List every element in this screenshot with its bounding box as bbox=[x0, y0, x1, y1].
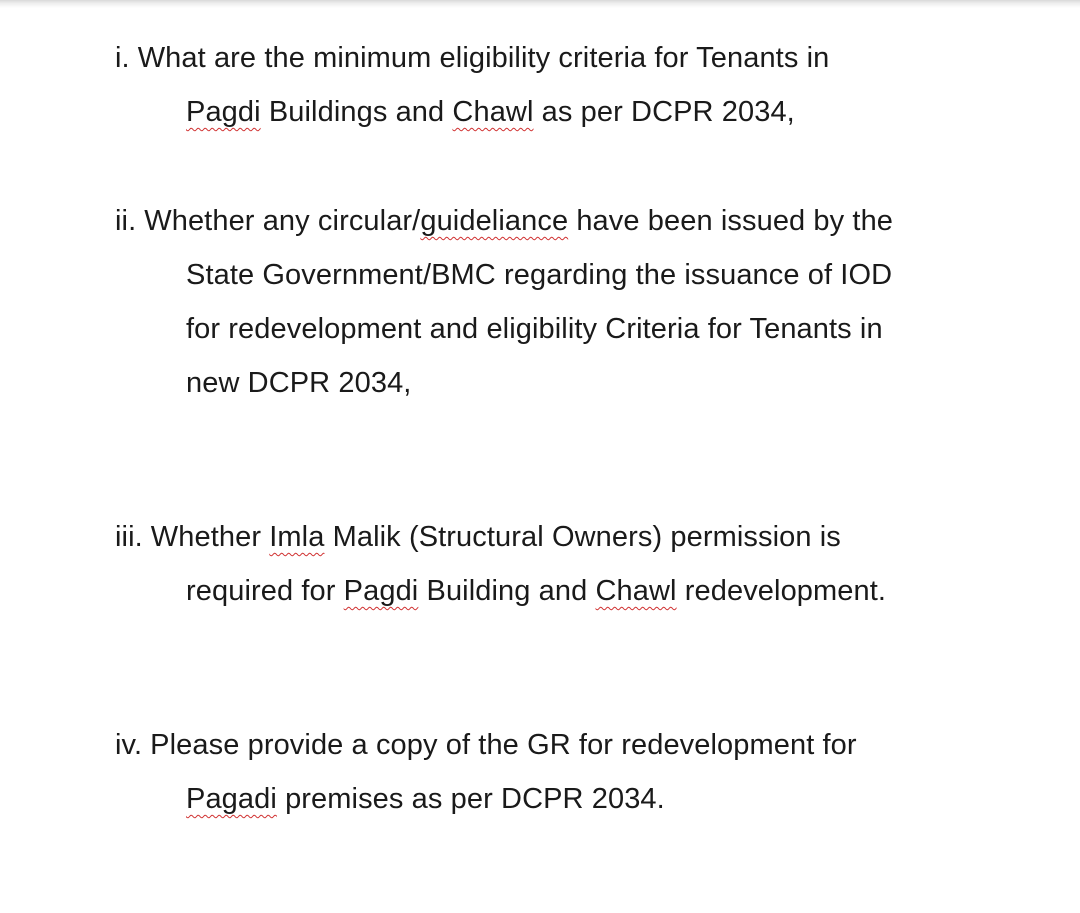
list-marker: iv. bbox=[115, 729, 143, 761]
text-run: new DCPR 2034, bbox=[186, 367, 412, 399]
text-run: State Government/BMC regarding the issuance of IOD bbox=[186, 259, 893, 291]
question-line bbox=[115, 510, 886, 564]
text-run: as per DCPR 2034, bbox=[533, 96, 795, 128]
question-line bbox=[115, 194, 893, 248]
misspelled-word[interactable]: Chawl bbox=[595, 575, 677, 607]
text-run: have been issued by the bbox=[568, 205, 894, 237]
text-run: redevelopment. bbox=[676, 575, 887, 607]
question-line bbox=[115, 302, 893, 356]
top-edge-shadow bbox=[0, 0, 1080, 8]
question-line bbox=[115, 248, 893, 302]
question-line bbox=[115, 718, 857, 772]
question-item-iii bbox=[115, 510, 886, 618]
question-item-i bbox=[115, 31, 829, 139]
text-run: What are the minimum eligibility criteria for Tenants in bbox=[137, 42, 830, 74]
question-line bbox=[115, 772, 857, 826]
text-run: required for bbox=[186, 575, 344, 607]
list-marker: i. bbox=[115, 42, 130, 74]
question-line bbox=[115, 31, 829, 85]
text-run: for redevelopment and eligibility Criteria for Tenants in bbox=[186, 313, 883, 345]
misspelled-word[interactable]: Pagdi bbox=[343, 575, 419, 607]
question-line bbox=[115, 85, 829, 139]
question-line bbox=[115, 564, 886, 618]
misspelled-word[interactable]: Imla bbox=[269, 521, 325, 553]
text-run: Please provide a copy of the GR for redevelopment for bbox=[150, 729, 857, 761]
question-item-ii bbox=[115, 194, 893, 410]
misspelled-word[interactable]: Pagadi bbox=[186, 783, 277, 815]
text-run: Building and bbox=[418, 575, 596, 607]
question-item-iv bbox=[115, 718, 857, 826]
misspelled-word[interactable]: guideliance bbox=[420, 205, 569, 237]
text-run: Malik (Structural Owners) permission is bbox=[324, 521, 841, 553]
misspelled-word[interactable]: Chawl bbox=[452, 96, 534, 128]
text-run: Buildings and bbox=[260, 96, 453, 128]
list-marker: ii. bbox=[115, 205, 137, 237]
text-run: Whether any circular/ bbox=[144, 205, 421, 237]
text-run: Whether bbox=[150, 521, 270, 553]
question-line bbox=[115, 356, 893, 410]
list-marker: iii. bbox=[115, 521, 143, 553]
text-run: premises as per DCPR 2034. bbox=[276, 783, 665, 815]
misspelled-word[interactable]: Pagdi bbox=[186, 96, 261, 128]
